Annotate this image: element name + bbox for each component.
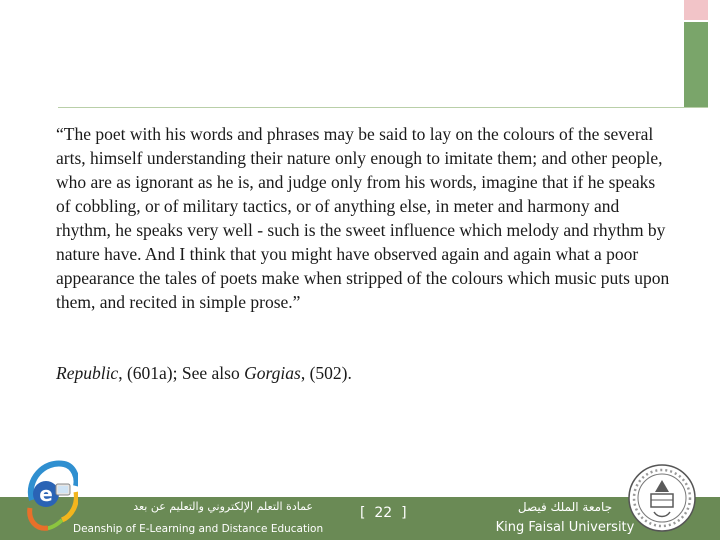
university-seal-icon: [622, 462, 712, 534]
decorative-pink-block: [684, 0, 708, 20]
svg-text:e: e: [39, 482, 53, 506]
footer-bar: [0, 497, 720, 540]
citation-ref-1: , (601a); See also: [118, 363, 245, 383]
deanship-arabic: عمادة التعلم الإلكتروني والتعليم عن بعد: [133, 500, 313, 513]
e-learning-logo-icon: [22, 456, 78, 540]
citation-ref-2: , (502).: [300, 363, 352, 383]
decorative-green-block: [684, 22, 708, 108]
page-number: [ 22 ]: [360, 505, 407, 521]
university-english: King Faisal University: [495, 520, 635, 535]
deanship-block: [73, 497, 324, 540]
quote-text: “The poet with his words and phrases may be said to lay on the colours of the several arts, himself understanding their nature only enough to imitate them; and other people, who are as ignorant as he is, and judge only from his words, imagine that if he speaks of cobbling, or of military tactics, or of anything else, in meter and harmony and rhythm, he speaks very well - such is the sweet influence which melody and rhythm by nature have. And I think that you might have observed again and again what a poor appearance the tales of poets make when stripped of the colours which music puts upon them, and recited in simple prose.”: [56, 124, 670, 312]
citation-work-republic: Republic: [56, 363, 119, 383]
deanship-english: Deanship of E-Learning and Distance Education: [73, 523, 324, 535]
university-arabic: جامعة الملك فيصل: [517, 500, 613, 514]
citation-work-gorgias: Gorgias: [244, 363, 301, 383]
header-divider: [58, 107, 708, 108]
citation: [56, 363, 352, 384]
